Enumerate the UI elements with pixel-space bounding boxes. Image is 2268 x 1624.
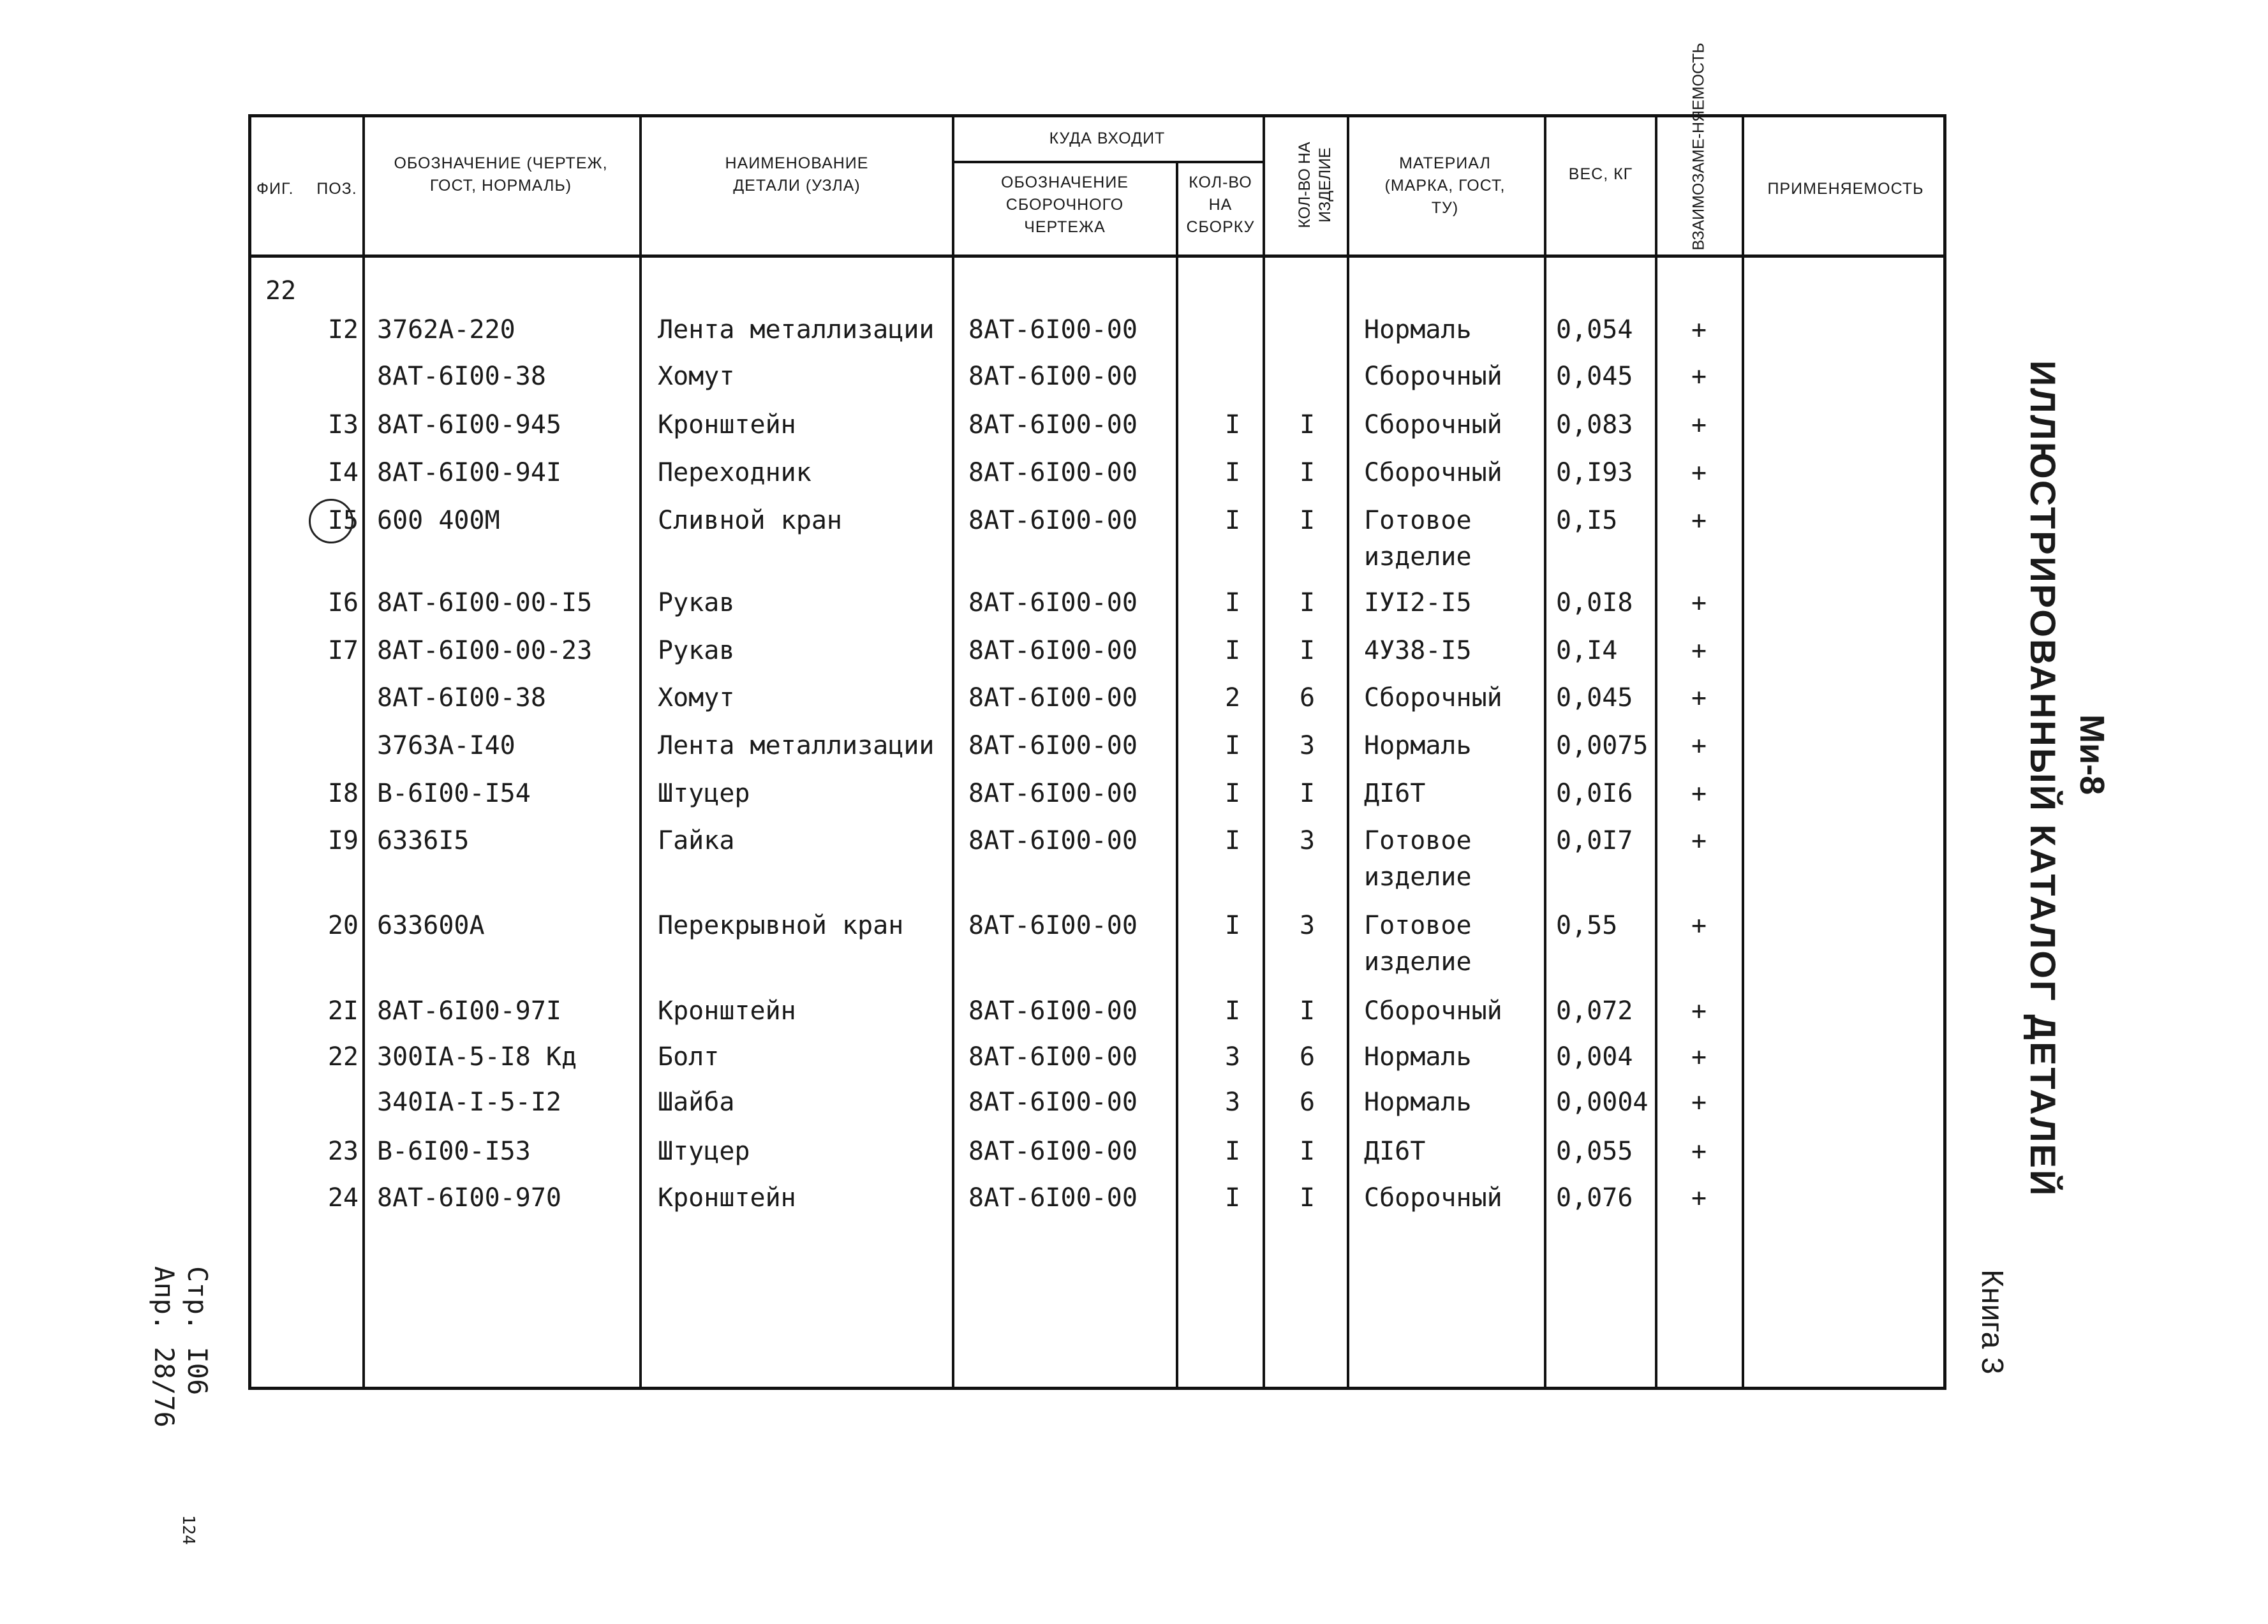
row-name: Сливной кран	[658, 506, 842, 535]
row-assembly: 8АТ-6I00-00	[968, 683, 1138, 712]
row-material: Нормаль	[1364, 315, 1472, 344]
row-qty-assembly: 3	[1224, 1042, 1241, 1072]
row-qty-product: I	[1299, 996, 1316, 1026]
row-assembly: 8АТ-6I00-00	[968, 636, 1138, 665]
row-name: Штуцер	[658, 1137, 750, 1166]
row-weight: 0,I4	[1556, 636, 1618, 665]
row-material: Готовое	[1364, 911, 1472, 940]
row-interchange: +	[1691, 683, 1707, 712]
row-pos: I8	[327, 779, 359, 808]
row-qty-product: 6	[1299, 1042, 1316, 1072]
row-name: Болт	[658, 1042, 720, 1072]
header-interchange: ВЗАИМОЗАМЕ-НЯЕМОСТЬ	[1689, 43, 1708, 251]
row-weight: 0,055	[1556, 1137, 1633, 1166]
row-qty-product: I	[1299, 779, 1316, 808]
row-name: Перекрывной кран	[658, 911, 904, 940]
row-interchange: +	[1691, 588, 1707, 617]
row-qty-assembly: 3	[1224, 1088, 1241, 1117]
header-applicability: ПРИМЕНЯЕМОСТЬ	[1767, 180, 1924, 198]
row-weight: 0,004	[1556, 1042, 1633, 1072]
row-material: Сборочный	[1364, 362, 1502, 391]
row-qty-product: I	[1299, 410, 1316, 439]
row-assembly: 8АТ-6I00-00	[968, 362, 1138, 391]
row-pos: I5	[327, 506, 359, 535]
row-assembly: 8АТ-6I00-00	[968, 996, 1138, 1026]
row-name: Переходник	[658, 458, 812, 487]
row-weight: 0,0004	[1556, 1088, 1649, 1117]
page-number: Стр. I06	[182, 1266, 213, 1396]
row-qty-assembly: I	[1224, 410, 1241, 439]
row-weight: 0,0I7	[1556, 826, 1633, 855]
row-pos: I9	[327, 826, 359, 855]
row-weight: 0,I5	[1556, 506, 1618, 535]
row-material-line2: изделие	[1364, 542, 1472, 572]
row-material: Сборочный	[1364, 458, 1502, 487]
row-interchange: +	[1691, 1137, 1707, 1166]
row-qty-product: I	[1299, 636, 1316, 665]
row-interchange: +	[1691, 826, 1707, 855]
row-interchange: +	[1691, 1042, 1707, 1072]
row-material: Нормаль	[1364, 1088, 1472, 1117]
header-pos: ПОЗ.	[316, 180, 357, 198]
row-qty-product: 3	[1299, 826, 1316, 855]
row-weight: 0,045	[1556, 362, 1633, 391]
row-qty-assembly: I	[1224, 779, 1241, 808]
row-qty-assembly: I	[1224, 826, 1241, 855]
header-fig: ФИГ.	[256, 180, 294, 198]
row-qty-product: 6	[1299, 1088, 1316, 1117]
row-interchange: +	[1691, 1183, 1707, 1213]
row-interchange: +	[1691, 458, 1707, 487]
revision-date: Апр. 28/76	[149, 1266, 180, 1428]
row-qty-assembly: I	[1224, 731, 1241, 760]
row-assembly: 8АТ-6I00-00	[968, 458, 1138, 487]
row-name: Лента металлизации	[658, 731, 935, 760]
header-qty-product: КОЛ-ВО НА ИЗДЕЛИЕ	[1296, 142, 1334, 228]
row-name: Кронштейн	[658, 410, 796, 439]
header-where-used: КУДА ВХОДИТ	[1049, 129, 1166, 147]
row-designation: 3763А-I40	[377, 731, 515, 760]
row-material: Сборочный	[1364, 996, 1502, 1026]
parts-table: ФИГ. ПОЗ. ОБОЗНАЧЕНИЕ (ЧЕРТЕЖ, ГОСТ, НОРМАЛЬ) НАИМЕНОВАНИЕ ДЕТАЛИ (УЗЛА) КУДА ВХОДИТ ОБОЗНАЧЕНИЕ СБОРОЧНОГО ЧЕРТЕЖА КОЛ-ВО НА СБОРКУ КОЛ-ВО НА ИЗДЕЛИЕ МАТЕРИАЛ (МАРКА, ГОСТ, ТУ) ВЕС, КГ ВЗАИМОЗАМЕ-НЯЕМОСТЬ ПРИМЕНЯЕМОСТЬ 22 I2 3762А-220 Лента металлизации 8АТ-6I00-00 Нормаль 0,054 + 8АТ-6I00-38 Хомут 8АТ-6I00-00 Сборочный 0,045 + I3 8АТ-6I00-945 Кронштейн 8АТ-6I00-00 I I Сборочный 0,083 + I4 8АТ-6I00-94I Переходник 8АТ-6I00-00 I I Сборочный 0,I93 + I5 600 400М Сливной кран 8АТ-6I00-00 I I Готовое 0,I5 + изделие I6 8АТ-6I00-00-I5 Рукав 8АТ-6I00-00 I I IУI2-I5 0,0I8 + I7 8АТ-6I00-00-23 Рукав 8АТ-6I00-00 I I 4У38-I5 0,I4 + 8АТ-6I00-38 Хомут 8АТ-6I00-00 2 6 Сборочный 0,045 + 3763А-I40 Лента металлизации 8АТ-6I00-00 I 3 Нормаль 0,0075 + I8 В-6I00-I54 Штуцер 8АТ-6I00-00 I I ДI6Т 0,0I6 + I9 6336I5 Гайка 8АТ-6I00-00 I 3 Готовое 0,0I7 + изделие 20 633600А Перекрывной кран 8АТ-6I00-00 I 3 Готовое 0,55 + изделие 2I 8АТ-6I00-97I Кронштейн 8АТ-6I00-00 I I Сборочный 0,072 + 22 300IА-5-I8 Кд Болт 8АТ-6I00-00 3 6 Нормаль 0,004 + 340IА-I-5-I2 Шайба 8АТ-6I00-00 3 6 Нормаль 0,0004 + 23 В-6I00-I53 Штуцер 8АТ-6I00-00 I I ДI6Т 0,055 + 24 8АТ-6I00-970 Кронштейн 8АТ-6I00-00 I I Сборочный 0,076 +	[248, 114, 1946, 1390]
row-designation: 300IА-5-I8 Кд	[377, 1042, 577, 1072]
row-material: Сборочный	[1364, 410, 1502, 439]
row-designation: В-6I00-I53	[377, 1137, 531, 1166]
row-material: Готовое	[1364, 826, 1472, 855]
row-qty-product: I	[1299, 458, 1316, 487]
row-qty-assembly: I	[1224, 911, 1241, 940]
row-assembly: 8АТ-6I00-00	[968, 911, 1138, 940]
row-interchange: +	[1691, 911, 1707, 940]
row-designation: 8АТ-6I00-00-I5	[377, 588, 593, 617]
row-name: Штуцер	[658, 779, 750, 808]
row-material: Нормаль	[1364, 731, 1472, 760]
row-qty-product: I	[1299, 1183, 1316, 1213]
page-label	[147, 1266, 214, 1428]
row-qty-product: 3	[1299, 731, 1316, 760]
row-material: Готовое	[1364, 506, 1472, 535]
header-weight: ВЕС, КГ	[1568, 165, 1633, 183]
row-name: Лента металлизации	[658, 315, 935, 344]
row-material: ДI6Т	[1364, 779, 1426, 808]
row-name: Гайка	[658, 826, 735, 855]
header-assembly-drawing: ОБОЗНАЧЕНИЕ СБОРОЧНОГО ЧЕРТЕЖА	[1001, 173, 1129, 236]
row-name: Хомут	[658, 683, 735, 712]
row-designation: 8АТ-6I00-94I	[377, 458, 561, 487]
row-designation: 340IА-I-5-I2	[377, 1088, 561, 1117]
row-assembly: 8АТ-6I00-00	[968, 506, 1138, 535]
row-interchange: +	[1691, 315, 1707, 344]
row-material: 4У38-I5	[1364, 636, 1472, 665]
row-assembly: 8АТ-6I00-00	[968, 779, 1138, 808]
row-interchange: +	[1691, 506, 1707, 535]
row-qty-assembly: I	[1224, 996, 1241, 1026]
row-qty-assembly: I	[1224, 588, 1241, 617]
row-pos: 20	[327, 911, 359, 940]
row-qty-assembly: I	[1224, 1137, 1241, 1166]
pos-circle-mark	[309, 499, 353, 543]
row-weight: 0,076	[1556, 1183, 1633, 1213]
row-qty-assembly: I	[1224, 458, 1241, 487]
row-assembly: 8АТ-6I00-00	[968, 1183, 1138, 1213]
row-designation: 3762А-220	[377, 315, 515, 344]
sheet-number: 124	[179, 1515, 198, 1545]
row-assembly: 8АТ-6I00-00	[968, 826, 1138, 855]
row-assembly: 8АТ-6I00-00	[968, 315, 1138, 344]
row-name: Кронштейн	[658, 996, 796, 1026]
row-designation: 633600А	[377, 911, 485, 940]
row-material: Сборочный	[1364, 683, 1502, 712]
header-material: МАТЕРИАЛ (МАРКА, ГОСТ, ТУ)	[1384, 154, 1506, 217]
row-name: Хомут	[658, 362, 735, 391]
row-pos: 22	[327, 1042, 359, 1072]
row-material-line2: изделие	[1364, 947, 1472, 977]
row-material: Нормаль	[1364, 1042, 1472, 1072]
row-weight: 0,0I6	[1556, 779, 1633, 808]
row-interchange: +	[1691, 410, 1707, 439]
row-pos: I6	[327, 588, 359, 617]
row-assembly: 8АТ-6I00-00	[968, 731, 1138, 760]
row-interchange: +	[1691, 779, 1707, 808]
row-assembly: 8АТ-6I00-00	[968, 588, 1138, 617]
row-designation: 8АТ-6I00-945	[377, 410, 561, 439]
row-qty-product: I	[1299, 506, 1316, 535]
row-assembly: 8АТ-6I00-00	[968, 1137, 1138, 1166]
row-weight: 0,054	[1556, 315, 1633, 344]
row-weight: 0,I93	[1556, 458, 1633, 487]
row-name: Рукав	[658, 636, 735, 665]
row-pos: I3	[327, 410, 359, 439]
book-label: Книга 3	[1975, 1269, 2009, 1375]
row-pos: I7	[327, 636, 359, 665]
row-designation: В-6I00-I54	[377, 779, 531, 808]
row-pos: I2	[327, 315, 359, 344]
row-designation: 8АТ-6I00-38	[377, 683, 546, 712]
row-weight: 0,0I8	[1556, 588, 1633, 617]
row-interchange: +	[1691, 731, 1707, 760]
row-designation: 8АТ-6I00-38	[377, 362, 546, 391]
row-weight: 0,083	[1556, 410, 1633, 439]
row-name: Шайба	[658, 1088, 735, 1117]
row-assembly: 8АТ-6I00-00	[968, 1042, 1138, 1072]
header-name: НАИМЕНОВАНИЕ ДЕТАЛИ (УЗЛА)	[725, 154, 869, 195]
model-label: Ми-8	[2073, 714, 2111, 795]
row-qty-assembly: I	[1224, 636, 1241, 665]
catalog-title: ИЛЛЮСТРИРОВАННЫЙ КАТАЛОГ ДЕТАЛЕЙ	[2023, 360, 2063, 1198]
row-interchange: +	[1691, 636, 1707, 665]
row-qty-product: 6	[1299, 683, 1316, 712]
row-weight: 0,55	[1556, 911, 1618, 940]
row-material: Сборочный	[1364, 1183, 1502, 1213]
row-qty-assembly: I	[1224, 506, 1241, 535]
row-material: IУI2-I5	[1364, 588, 1472, 617]
row-assembly: 8АТ-6I00-00	[968, 410, 1138, 439]
row-name: Кронштейн	[658, 1183, 796, 1213]
row-interchange: +	[1691, 996, 1707, 1026]
row-designation: 6336I5	[377, 826, 470, 855]
row-designation: 8АТ-6I00-970	[377, 1183, 561, 1213]
row-designation: 600 400М	[377, 506, 500, 535]
row-qty-product: I	[1299, 588, 1316, 617]
row-material-line2: изделие	[1364, 862, 1472, 892]
row-qty-assembly: I	[1224, 1183, 1241, 1213]
row-pos: 2I	[327, 996, 359, 1026]
row-qty-product: I	[1299, 1137, 1316, 1166]
row-pos: 24	[327, 1183, 359, 1213]
header-designation: ОБОЗНАЧЕНИЕ (ЧЕРТЕЖ, ГОСТ, НОРМАЛЬ)	[394, 154, 608, 195]
row-weight: 0,0075	[1556, 731, 1649, 760]
row-interchange: +	[1691, 362, 1707, 391]
row-name: Рукав	[658, 588, 735, 617]
row-material: ДI6Т	[1364, 1137, 1426, 1166]
row-assembly: 8АТ-6I00-00	[968, 1088, 1138, 1117]
row-designation: 8АТ-6I00-97I	[377, 996, 561, 1026]
row-designation: 8АТ-6I00-00-23	[377, 636, 593, 665]
row-qty-assembly: 2	[1224, 683, 1241, 712]
row-pos: I4	[327, 458, 359, 487]
row-interchange: +	[1691, 1088, 1707, 1117]
row-pos: 23	[327, 1137, 359, 1166]
row-qty-product: 3	[1299, 911, 1316, 940]
row-weight: 0,072	[1556, 996, 1633, 1026]
row-weight: 0,045	[1556, 683, 1633, 712]
header-qty-assembly: КОЛ-ВО НА СБОРКУ	[1186, 173, 1255, 236]
